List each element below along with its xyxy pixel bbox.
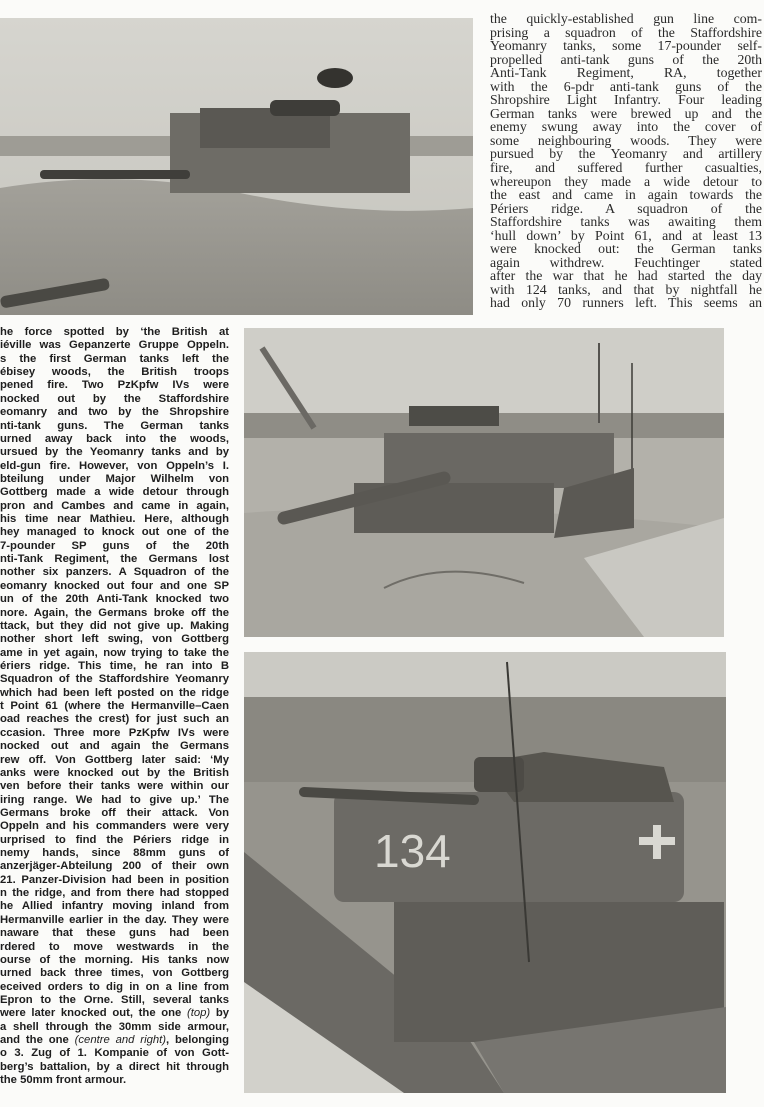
text-line: hey managed to knock out one of the xyxy=(0,526,229,539)
text-line: propelled anti-tank guns of the 20th xyxy=(490,51,762,67)
text-line: bteilung under Major Wilhelm von xyxy=(0,472,229,485)
text-segment: by xyxy=(210,1007,229,1020)
text-line: he force spotted by ‘the British at xyxy=(0,326,229,338)
turret-number-134: 134 xyxy=(374,825,451,877)
text-line: anzerjäger-Abteilung 200 of their own xyxy=(0,860,229,873)
article-text-left-column xyxy=(0,326,229,1087)
text-line: nocked out by the Staffordshire xyxy=(0,392,229,405)
text-line: nti-Tank Regiment, the Germans lost xyxy=(0,553,229,566)
text-line: nother six panzers. A Squadron of the xyxy=(0,566,229,579)
text-line: anks were knocked out by the British xyxy=(0,766,229,779)
text-line: nother short left swing, von Gottberg xyxy=(0,633,229,646)
text-line: urprised to find the Périers ridge in xyxy=(0,833,229,846)
text-line: pron and Cambes and came in again, xyxy=(0,499,229,512)
text-line: berg’s battalion, by a direct hit through xyxy=(0,1060,229,1073)
text-line: ttack, but they did not give up. Making xyxy=(0,619,229,632)
text-line: some neighbouring woods. They were xyxy=(490,132,762,148)
photo-top-knocked-out-tank xyxy=(0,18,473,315)
photo-centre-dug-in-tank xyxy=(244,328,724,637)
text-line: ccasion. Three more PzKpfw IVs were xyxy=(0,726,229,739)
text-line: Hermanville earlier in the day. They were xyxy=(0,913,229,926)
text-line: the east and came in again towards the xyxy=(490,187,762,203)
text-line: pened fire. Two PzKpfw IVs were xyxy=(0,379,229,392)
text-line: fire, and suffered further casualties, xyxy=(490,160,762,176)
text-line: he Allied infantry moving inland from xyxy=(0,900,229,913)
text-line: a shell through the 30mm side armour, xyxy=(0,1020,229,1033)
text-line: were knocked out: the German tanks xyxy=(490,241,762,257)
text-line: the 50mm front armour. xyxy=(0,1074,127,1087)
text-line: rew off. Von Gottberg later said: ‘My xyxy=(0,753,229,766)
text-line: rdered to move westwards in the xyxy=(0,940,229,953)
text-line: Staffordshire tanks was awaiting them xyxy=(490,214,762,230)
text-line: eld-gun fire. However, von Oppeln’s I. xyxy=(0,459,229,472)
text-line: Yeomanry tanks, some 17-pounder self- xyxy=(490,38,762,54)
photo-right-tank-134 xyxy=(244,652,726,1093)
text-line: Squadron of the Staffordshire Yeomanry xyxy=(0,673,229,686)
text-line: o 3. Zug of 1. Kompanie of von Gott- xyxy=(0,1047,229,1060)
text-line: un of the 20th Anti-Tank knocked two xyxy=(0,593,229,606)
text-line: nemy hands, since 88mm guns of xyxy=(0,847,229,860)
text-line: oad reaches the crest) for just such an xyxy=(0,713,229,726)
text-line: whereupon they made a wide detour to xyxy=(490,173,762,189)
text-line: ourse of the morning. His tanks now xyxy=(0,953,229,966)
text-line xyxy=(0,1007,229,1020)
text-line: eceived orders to dig in on a line from xyxy=(0,980,229,993)
text-line: nti-tank guns. The German tanks xyxy=(0,419,229,432)
text-line: Anti-Tank Regiment, RA, together xyxy=(490,65,762,81)
italic-photo-reference: (top) xyxy=(186,1007,211,1020)
text-line: Oppeln and his commanders were very xyxy=(0,820,229,833)
text-line: urned back three times, von Gottberg xyxy=(0,967,229,980)
text-line: his time near Mathieu. Here, although xyxy=(0,513,229,526)
text-line: which had been left posted on the ridge xyxy=(0,686,229,699)
text-line: urned away back into the woods, xyxy=(0,432,229,445)
text-line: ame in yet again, now trying to take the xyxy=(0,646,229,659)
text-segment: , belonging xyxy=(166,1034,229,1047)
text-line: eomanry and two by the Shropshire xyxy=(0,406,229,419)
text-line: with 124 tanks, and that by nightfall he xyxy=(490,281,762,297)
text-line: 21. Panzer-Division had been in position xyxy=(0,873,229,886)
text-line: nocked out and again the Germans xyxy=(0,740,229,753)
text-line: ériers ridge. This time, he ran into B xyxy=(0,659,229,672)
text-line: again withdrew. Feuchtinger stated xyxy=(490,254,762,270)
text-line: prising a squadron of the Staffordshire xyxy=(490,24,762,40)
text-line: had only 70 runners left. This seems an xyxy=(490,295,762,311)
italic-photo-reference: (centre and right) xyxy=(74,1034,167,1047)
text-line: Epron to the Orne. Still, several tanks xyxy=(0,993,229,1006)
text-line: ébisey woods, the British troops xyxy=(0,366,229,379)
text-line: the quickly-established gun line com- xyxy=(490,12,762,26)
text-segment: were later knocked out, the one xyxy=(0,1007,187,1020)
text-line: Périers ridge. A squadron of the xyxy=(490,200,762,216)
text-line: Shropshire Light Infantry. Four leading xyxy=(490,92,762,108)
text-line: 7-pounder SP guns of the 20th xyxy=(0,539,229,552)
text-line: iring range. We had to give up.’ The xyxy=(0,793,229,806)
text-line: ven before their tanks were within our xyxy=(0,780,229,793)
text-line: with the 6-pdr anti-tank guns of the xyxy=(490,78,762,94)
text-line: ursued by the Yeomanry tanks and by xyxy=(0,446,229,459)
text-line: Germans broke off their attack. Von xyxy=(0,806,229,819)
text-line: nore. Again, the Germans broke off the xyxy=(0,606,229,619)
text-line: Gottberg made a wide detour through xyxy=(0,486,229,499)
text-line: s the first German tanks left the xyxy=(0,352,229,365)
text-line xyxy=(0,1034,229,1047)
text-line: naware that these guns had been xyxy=(0,927,229,940)
text-segment: and the one xyxy=(0,1034,75,1047)
text-line: eomanry knocked out four and one SP xyxy=(0,579,229,592)
article-text-right-column xyxy=(490,12,762,310)
text-line: enemy swung away into the cover of xyxy=(490,119,762,135)
text-line: t Point 61 (where the Hermanville–Caen xyxy=(0,700,229,713)
text-line: ‘hull down’ by Point 61, and at least 13 xyxy=(490,227,762,243)
text-line: after the war that he had started the day xyxy=(490,268,762,284)
text-line: German tanks were brewed up and the xyxy=(490,105,762,121)
text-line: iéville was Gepanzerte Gruppe Oppeln. xyxy=(0,339,229,352)
text-line: n the ridge, and from there had stopped xyxy=(0,887,229,900)
text-line: pursued by the Yeomanry and artillery xyxy=(490,146,762,162)
